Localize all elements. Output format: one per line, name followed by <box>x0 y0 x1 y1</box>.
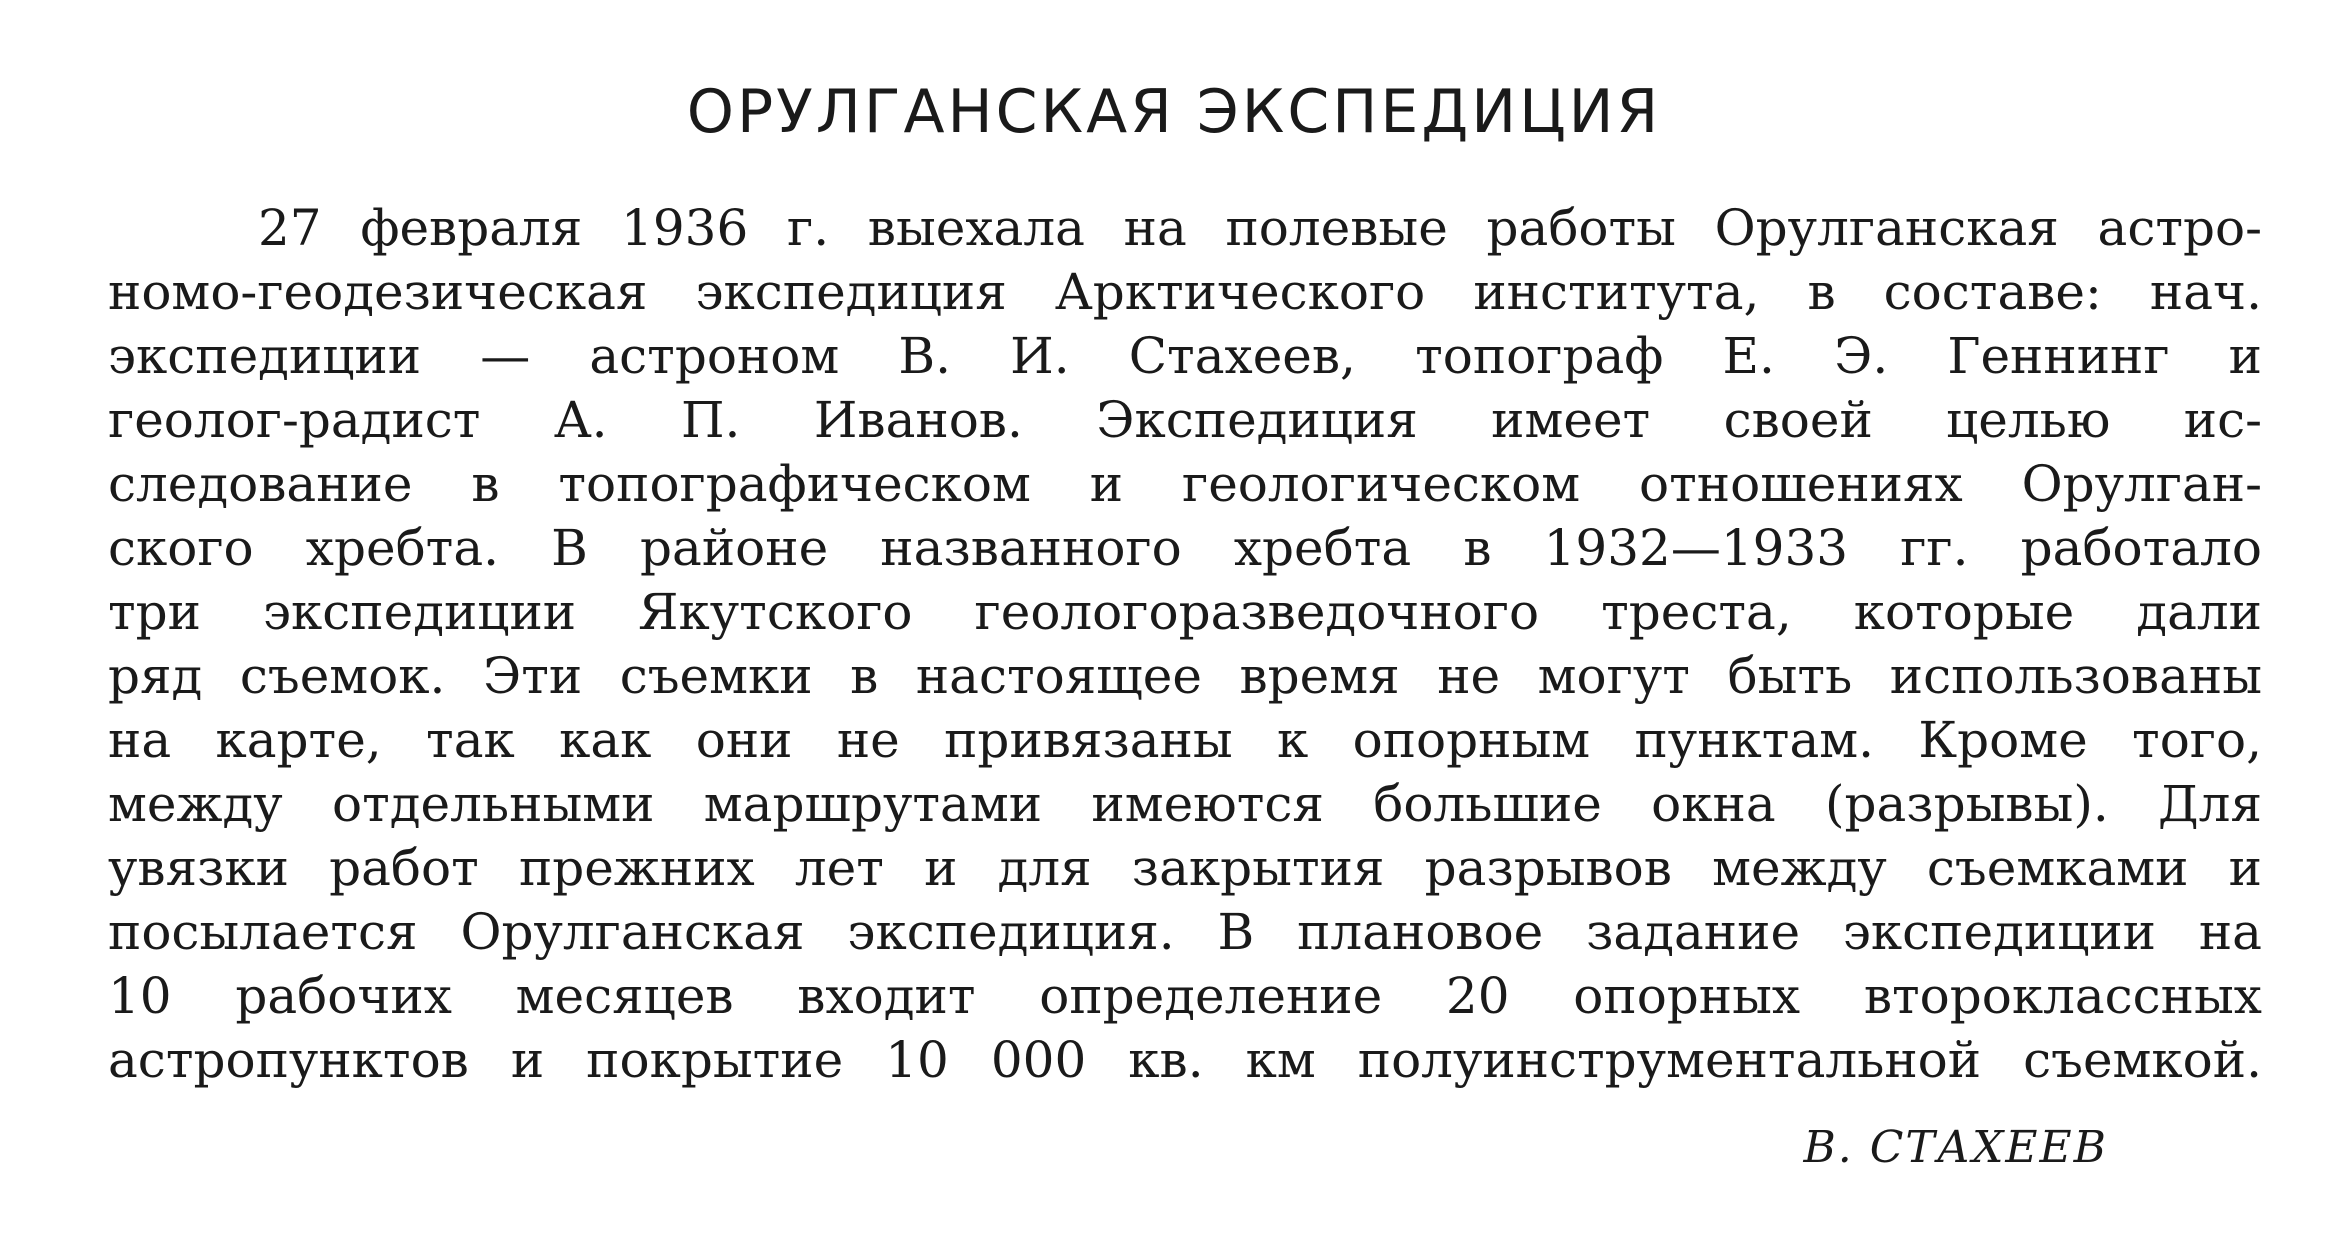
article-title: ОРУЛГАНСКАЯ ЭКСПЕДИЦИЯ <box>686 77 1662 147</box>
paragraph-line: экспедиции — астроном В. И. Стахеев, топограф Е. Э. Геннинг и <box>108 327 2262 385</box>
article-body <box>108 196 2262 1092</box>
paragraph-line: увязки работ прежних лет и для закрытия разрывов между съемками и <box>108 839 2262 897</box>
paragraph-line: 10 рабочих месяцев входит определение 20 опорных второклассных <box>108 967 2262 1025</box>
paragraph-line: ского хребта. В районе названного хребта в 1932—1933 гг. работало <box>108 519 2262 577</box>
author-signature: В. СТАХЕЕВ <box>1803 1122 2108 1173</box>
paragraph-line: 27 февраля 1936 г. выехала на полевые работы Орулганская астро- <box>258 199 2262 257</box>
paragraph-line: ряд съемок. Эти съемки в настоящее время не могут быть использованы <box>108 647 2262 705</box>
paragraph-line: между отдельными маршрутами имеются большие окна (разрывы). Для <box>108 775 2262 833</box>
paragraph-line: геолог-радист А. П. Иванов. Экспедиция имеет своей целью ис- <box>108 391 2262 449</box>
paragraph-line: посылается Орулганская экспедиция. В плановое задание экспедиции на <box>108 903 2262 961</box>
paragraph-line: три экспедиции Якутского геологоразведочного треста, которые дали <box>108 583 2262 641</box>
paragraph-line: следование в топографическом и геологическом отношениях Орулган- <box>108 455 2262 513</box>
paragraph-line: на карте, так как они не привязаны к опорным пунктам. Кроме того, <box>108 711 2262 769</box>
paragraph-line: астропунктов и покрытие 10 000 кв. км полуинструментальной съемкой. <box>108 1031 2262 1089</box>
paragraph-line: номо-геодезическая экспедиция Арктического института, в составе: нач. <box>108 263 2262 321</box>
